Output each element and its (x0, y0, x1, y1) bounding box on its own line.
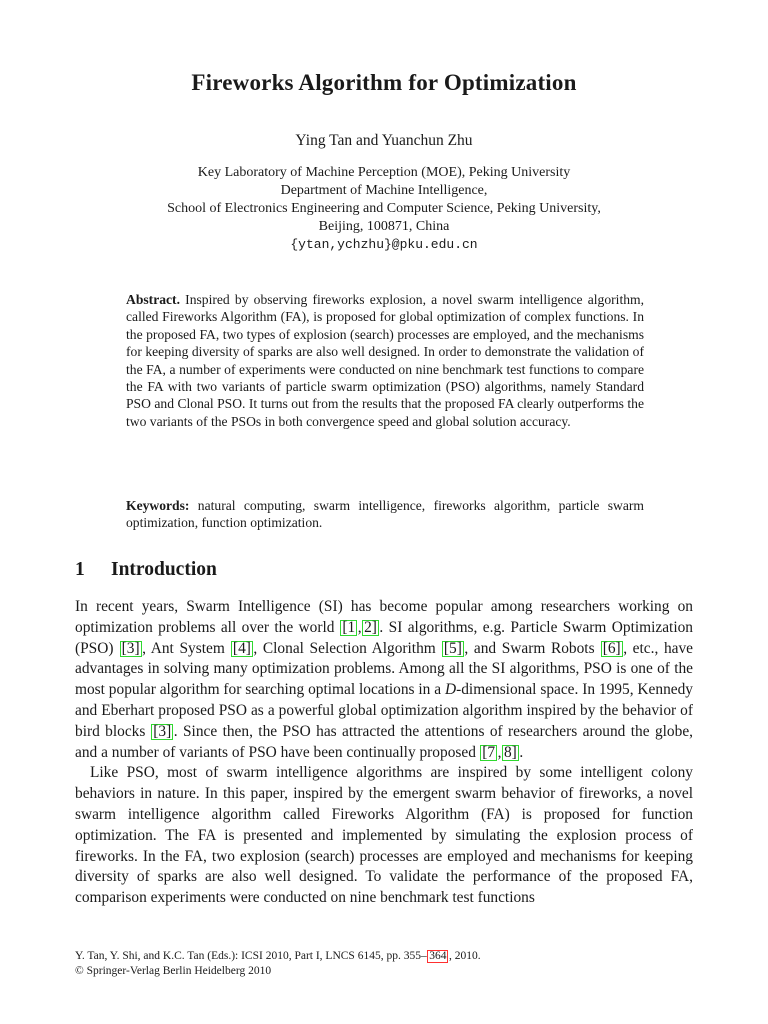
citation-link[interactable]: [1 (342, 618, 356, 636)
page-link[interactable]: 364 (429, 950, 447, 962)
footer (75, 949, 693, 979)
affiliation-line: Key Laboratory of Machine Perception (MOE), Peking University (197, 165, 571, 180)
paragraph-text: In recent years, Swarm Intelligence (SI) has become popular among researchers working on optimization problems all over the world (75, 598, 693, 636)
affiliation-line: Beijing, 100871, China (318, 219, 450, 234)
math-symbol: D (444, 681, 457, 699)
paragraph-text: . Since then, the PSO has attracted the attentions of researchers around the globe, and a number of variants of PSO have been continually proposed (75, 722, 693, 761)
paragraph-text: , (497, 743, 502, 761)
keywords-text: natural computing, swarm intelligence, fireworks algorithm, particle swarm optimization, function optimization. (126, 498, 644, 531)
abstract-label: Abstract. (126, 292, 180, 307)
paragraph-text: , Clonal Selection Algorithm (253, 639, 442, 657)
citation-link[interactable]: [7 (482, 743, 496, 761)
footer-text: , 2010. (448, 950, 481, 962)
section-heading (75, 559, 217, 581)
section-number: 1 (75, 559, 85, 580)
author-email[interactable]: {ytan,ychzhu}@pku.edu.cn (290, 237, 478, 252)
paragraph-text: , etc., have advantages in solving many optimization problems. Among all the SI algorithms, PSO is one of the most popular algorithm for searching optimal locations in a (75, 639, 693, 699)
paragraph: Like PSO, most of swarm intelligence algorithms are inspired by some intelligent colony behaviors in nature. In this paper, inspired by the emergent swarm behavior of fireworks, a novel swarm intelligence algorithm called Fireworks Algorithm (FA) is proposed for function optimization. The FA is presented and implemented by simulating the explosion process of fireworks. In the FA, two explosion (search) processes are employed and mechanisms for keeping diversity of sparks are also well designed. To validate the performance of the proposed FA, comparison experiments were conducted on nine benchmark test functions (75, 764, 693, 907)
affiliation-line: School of Electronics Engineering and Computer Science, Peking University, (167, 201, 601, 216)
paragraph-text: . SI algorithms, e.g. Particle Swarm Optimization (PSO) (75, 618, 693, 657)
paragraph-text: , Ant System (142, 639, 231, 657)
paragraph-text: , and Swarm Robots (464, 639, 601, 657)
footer-citation (75, 949, 693, 964)
section-title: Introduction (111, 559, 217, 580)
affiliation-block (0, 164, 768, 254)
keywords-label: Keywords: (126, 498, 190, 513)
paper-authors: Ying Tan and Yuanchun Zhu (295, 132, 473, 149)
footer-copyright: © Springer-Verlag Berlin Heidelberg 2010 (75, 965, 272, 977)
citation-link[interactable]: [6] (602, 639, 621, 657)
keywords (126, 497, 644, 532)
citation-link[interactable]: [4] (232, 639, 251, 657)
citation-link[interactable]: [3] (153, 722, 172, 740)
abstract (126, 291, 644, 430)
paragraph (75, 597, 693, 763)
paragraph-text: . (519, 743, 524, 761)
citation-link[interactable]: 2] (364, 618, 377, 636)
affiliation-line: Department of Machine Intelligence, (280, 183, 488, 198)
footer-text: Y. Tan, Y. Shi, and K.C. Tan (Eds.): ICSI 2010, Part I, LNCS 6145, pp. 355– (75, 950, 427, 962)
citation-link[interactable]: 8] (503, 743, 517, 761)
body-text (75, 597, 693, 909)
paragraph-text: -dimensional space. In 1995, Kennedy and Eberhart proposed PSO as a powerful global optimization algorithm inspired by the behavior of bird blocks (75, 681, 693, 740)
citation-link[interactable]: [3] (121, 639, 140, 657)
paragraph-text: , (357, 618, 362, 636)
citation-link[interactable]: [5] (443, 639, 462, 657)
paper-title: Fireworks Algorithm for Optimization (191, 70, 577, 95)
abstract-text: Inspired by observing fireworks explosion, a novel swarm intelligence algorithm, called Fireworks Algorithm (FA), is proposed for global optimization of complex functions. In the proposed FA, two types of explosion (search) processes are employed, and the mechanisms for keeping diversity of sparks are also well designed. In order to demonstrate the validation of the FA, a number of experiments were conducted on nine benchmark test functions to compare the FA with two variants of particle swarm optimization (PSO) algorithms, namely Standard PSO and Clonal PSO. It turns out from the results that the proposed FA clearly outperforms the two variants of the PSOs in both convergence speed and global solution accuracy. (126, 292, 645, 429)
